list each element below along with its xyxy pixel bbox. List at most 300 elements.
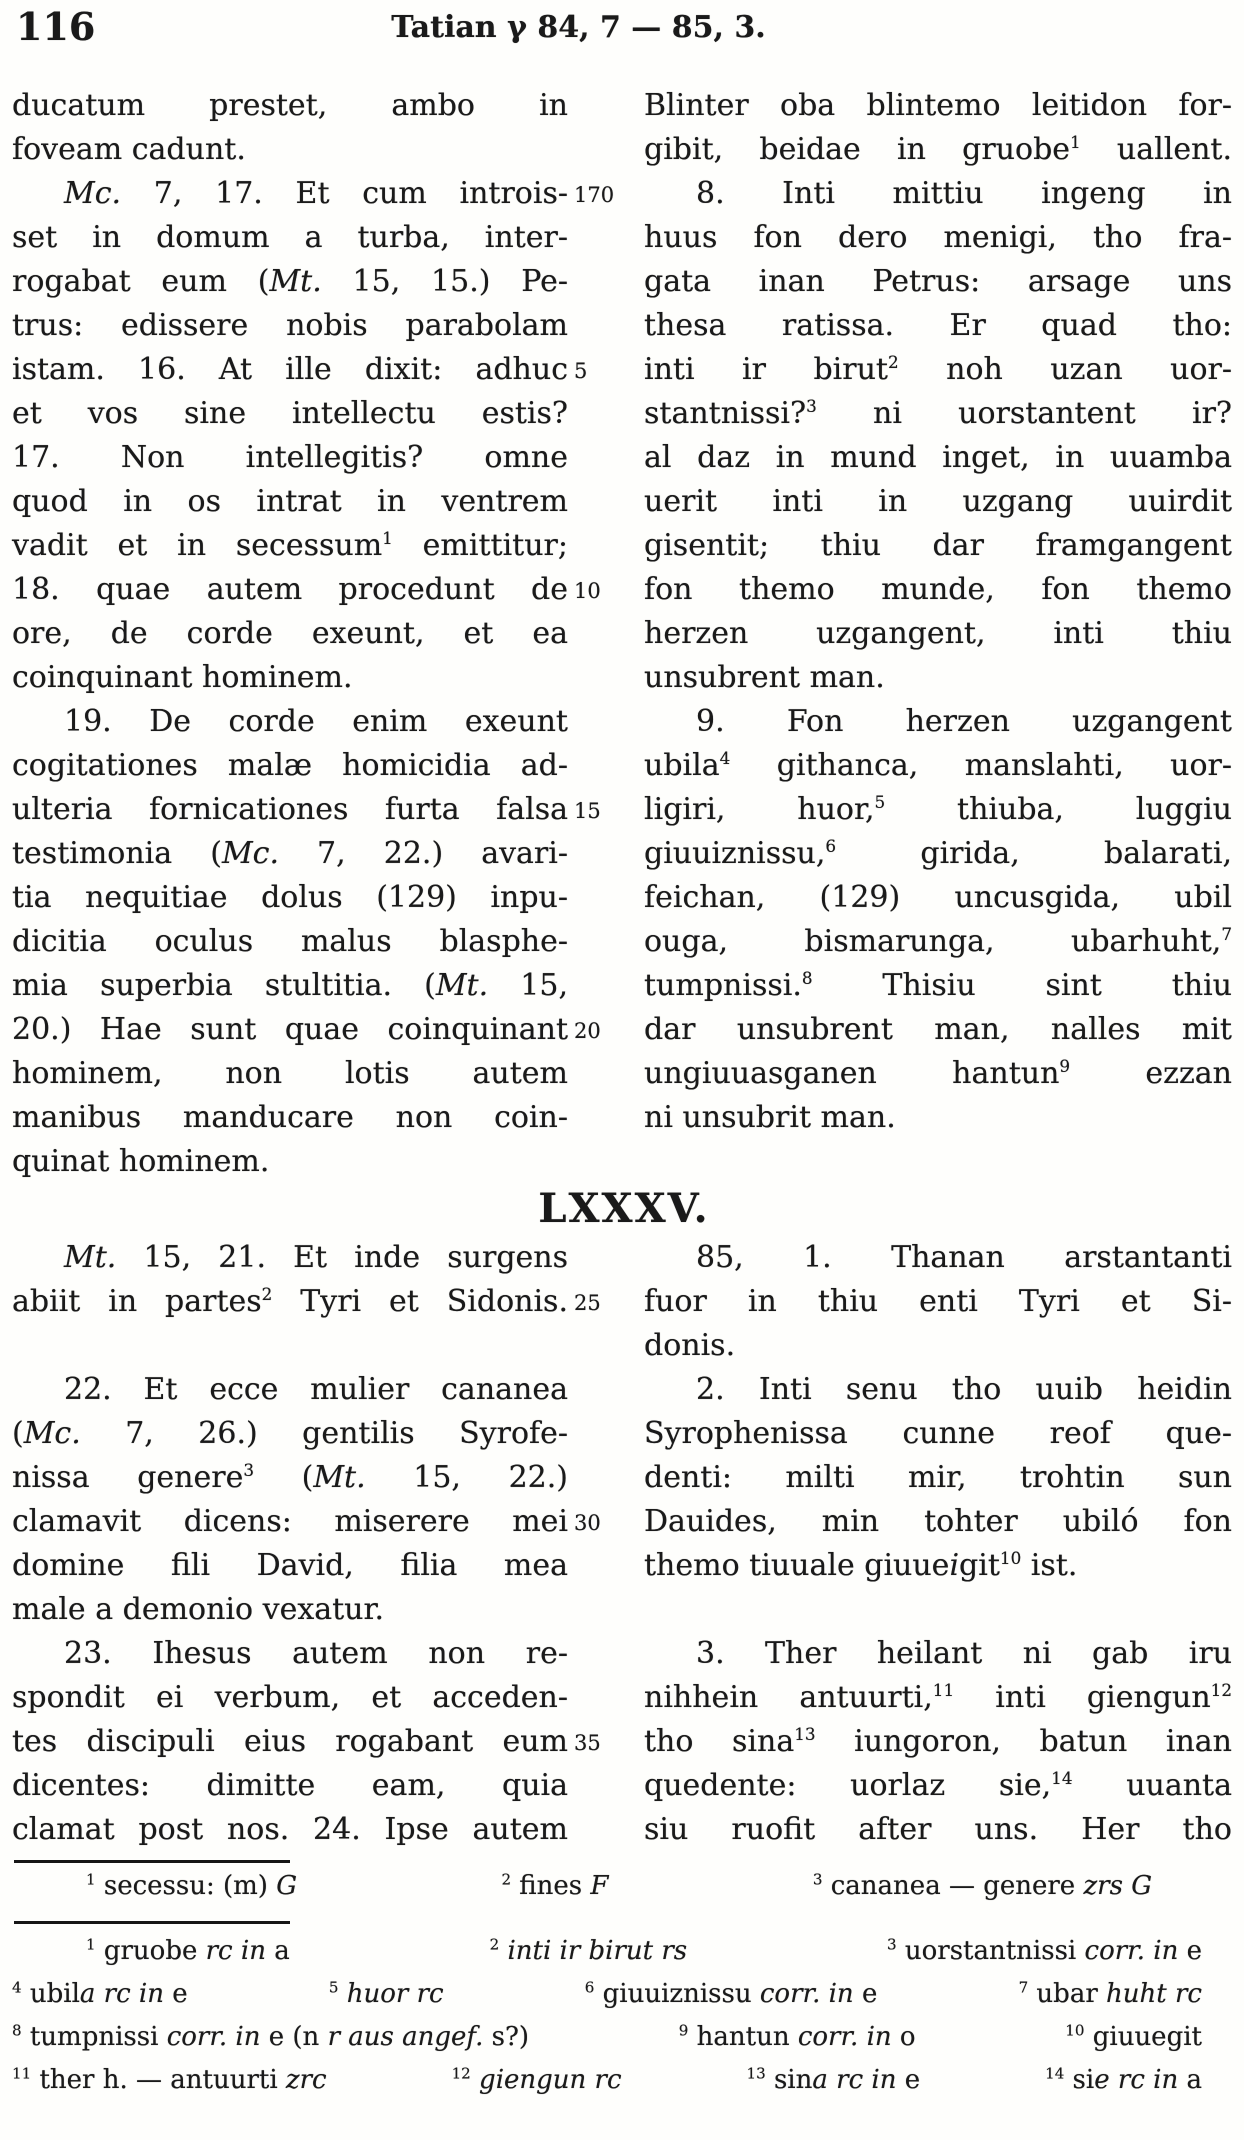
footnote-marker: 1 — [382, 528, 393, 548]
footnote — [452, 2059, 622, 2102]
text-run: abiit in partes — [12, 1284, 262, 1319]
text-line — [644, 1764, 1232, 1808]
text-run: foveam cadunt. — [12, 132, 246, 167]
text-run: Mt. — [435, 968, 489, 1003]
footnote-marker: 6 — [825, 836, 837, 856]
text-line — [644, 1632, 1232, 1676]
text-line — [12, 788, 601, 832]
text-line — [12, 1720, 601, 1764]
text-line — [644, 1008, 1232, 1052]
german-apparatus-line — [12, 1973, 1236, 2016]
left-column-latin-lower — [12, 1236, 601, 1852]
text-line — [12, 1008, 601, 1052]
footnote-marker: 3 — [243, 1460, 255, 1480]
text-run: gruobe — [95, 1936, 206, 1966]
text-line — [644, 568, 1232, 612]
text-line — [644, 304, 1232, 348]
margin-line-number: 20 — [574, 1019, 601, 1043]
text-line — [644, 1544, 1232, 1588]
text-run: 7, 26.) gentilis Syrofe- — [80, 1416, 568, 1451]
text-run: dar unsubrent man, nalles mit — [644, 1012, 1232, 1047]
footnote-marker: 2 — [501, 1870, 512, 1889]
footnote-marker: 12 — [1210, 1680, 1233, 1700]
text-run: et vos sine intellectu estis? — [12, 396, 568, 431]
text-run: githanca, manslahti, uor- — [730, 748, 1232, 783]
text-run: 7, 17. Et cum introis- — [121, 176, 568, 211]
text-run: cogitationes malæ homicidia ad- — [12, 748, 568, 783]
text-line — [12, 568, 601, 612]
text-line — [12, 1368, 568, 1412]
text-run: clamavit dicens: miserere mei — [12, 1504, 568, 1539]
text-run: iungoron, batun inan — [815, 1724, 1232, 1759]
text-line — [12, 1052, 568, 1096]
text-line — [12, 392, 568, 436]
text-line — [12, 480, 568, 524]
text-run: clamat post nos. 24. Ipse autem — [12, 1812, 568, 1847]
text-run: spondit ei verbum, et acceden- — [12, 1680, 568, 1715]
text-line — [12, 304, 568, 348]
text-line — [644, 1236, 1232, 1280]
footnote — [585, 1973, 878, 2016]
german-apparatus-line — [12, 1930, 1236, 1973]
text-body — [12, 84, 1236, 2102]
footnote — [813, 1863, 1152, 1909]
footnote-marker: 8 — [12, 2021, 22, 2040]
text-run: o — [891, 2022, 916, 2052]
text-run: ni uorstantent ir? — [816, 396, 1232, 431]
footnote-marker: 11 — [12, 2064, 32, 2083]
footnote — [887, 1930, 1202, 1973]
text-run: corr. in — [797, 2022, 892, 2052]
text-run: fon themo munde, fon themo — [644, 572, 1232, 607]
blank-line — [644, 1588, 1232, 1632]
text-run: huus fon dero menigi, tho fra- — [644, 220, 1232, 255]
text-run: ubil — [21, 1979, 80, 2009]
text-line — [12, 436, 568, 480]
text-line — [12, 1500, 601, 1544]
footnote-separator-rule-2 — [14, 1921, 290, 1924]
text-run: ulteria fornicationes furta falsa — [12, 792, 568, 827]
footnote — [86, 1930, 290, 1973]
text-run: emittitur; — [392, 528, 568, 563]
footnote-marker: 12 — [451, 2064, 471, 2083]
footnote-marker: 7 — [1018, 1978, 1029, 1997]
text-run: male a demonio vexatur. — [12, 1592, 385, 1627]
footnote-marker: 14 — [1045, 2064, 1065, 2083]
text-line — [12, 524, 568, 568]
text-run: thiuba, luggiu — [885, 792, 1232, 827]
text-line — [644, 1324, 1232, 1368]
margin-line-number: 15 — [574, 799, 601, 823]
text-run: ( — [12, 1416, 24, 1451]
text-line — [12, 1676, 568, 1720]
text-line — [644, 1052, 1232, 1096]
text-run: uerit inti in uzgang uuirdit — [644, 484, 1232, 519]
running-title: Tatian γ 84, 7 — 85, 3. — [391, 10, 766, 45]
text-run: si — [1064, 2065, 1095, 2095]
text-line — [12, 964, 568, 1008]
text-run: quedente: uorlaz sie, — [644, 1768, 1052, 1803]
text-line — [644, 480, 1232, 524]
text-line — [644, 832, 1232, 876]
text-run: F — [590, 1871, 609, 1901]
text-run: e (n — [260, 2022, 328, 2052]
text-run: Mt. — [64, 1240, 117, 1275]
footnote-marker: 2 — [489, 1935, 500, 1954]
footnote-marker: 8 — [801, 968, 813, 988]
text-run: hominem, non lotis autem — [12, 1056, 568, 1091]
text-line — [644, 128, 1232, 172]
text-line — [12, 1588, 568, 1632]
latin-apparatus-line — [12, 1863, 1236, 1909]
text-run: al daz in mund inget, in uuamba — [644, 440, 1232, 475]
text-run: giuuiznissu, — [644, 836, 826, 871]
text-run: ore, de corde exeunt, et ea — [12, 616, 568, 651]
text-run — [471, 2065, 479, 2095]
text-run: rc in — [205, 1936, 266, 1966]
footnote-marker: 7 — [1221, 924, 1232, 944]
text-run: i — [949, 1548, 960, 1583]
text-line — [644, 1720, 1232, 1764]
text-run: 19. De corde enim exeunt — [64, 704, 568, 739]
footnote-marker: 2 — [887, 352, 899, 372]
text-run: a rc in — [812, 2065, 897, 2095]
text-run: testimonia ( — [12, 836, 222, 871]
text-line — [644, 612, 1232, 656]
text-band-upper — [12, 84, 1236, 1184]
text-run: ubar — [1028, 1979, 1107, 2009]
text-line — [644, 1808, 1232, 1852]
text-line — [644, 1368, 1232, 1412]
text-run: uallent. — [1080, 132, 1232, 167]
text-line — [644, 348, 1232, 392]
footnote-marker: 3 — [806, 396, 817, 416]
text-run: e — [163, 1979, 188, 2009]
footnote-marker: 13 — [794, 1724, 816, 1744]
footnote-marker: 11 — [932, 1680, 955, 1700]
text-run: 17. Non intellegitis? omne — [12, 440, 568, 475]
text-run: siu ruofit after uns. Her tho — [644, 1812, 1232, 1847]
footnote-marker: 14 — [1051, 1768, 1073, 1788]
text-line — [12, 832, 568, 876]
text-run: unsubrent man. — [644, 660, 885, 695]
footnote-marker: 1 — [86, 1935, 96, 1954]
text-run: ligiri, huor, — [644, 792, 875, 827]
text-run: gisentit; thiu dar framgangent — [644, 528, 1232, 563]
text-run: inti giengun — [954, 1680, 1211, 1715]
section-heading: LXXXV. — [538, 1185, 710, 1232]
text-line — [12, 1140, 568, 1184]
text-run: 2. Inti senu tho uuib heidin — [696, 1372, 1232, 1407]
text-run: Syrophenissa cunne reof que- — [644, 1416, 1232, 1451]
text-line — [644, 656, 1232, 700]
text-line — [12, 1808, 568, 1852]
footnote-marker: 4 — [719, 748, 731, 768]
text-run: inti ir birut — [644, 352, 888, 387]
footnote-marker: 3 — [812, 1870, 823, 1889]
footnote — [1019, 1973, 1202, 2016]
text-run: inti ir birut rs — [507, 1936, 688, 1966]
text-line — [644, 876, 1232, 920]
text-run: huht rc — [1106, 1979, 1202, 2009]
text-run: quinat hominem. — [12, 1144, 270, 1179]
text-line — [12, 1280, 601, 1324]
text-run: e — [896, 2065, 921, 2095]
text-run: nissa genere — [12, 1460, 244, 1495]
text-run: istam. 16. At ille dixit: adhuc — [12, 352, 568, 387]
footnote — [501, 1863, 608, 1909]
text-run: ungiuuasganen hantun — [644, 1056, 1060, 1091]
text-run: fines — [511, 1871, 591, 1901]
text-run: 15, — [488, 968, 569, 1003]
footnote — [747, 2059, 921, 2102]
text-run: uorstantnissi — [896, 1936, 1085, 1966]
text-run: 7, 22.) avari- — [279, 836, 569, 871]
text-run: Mt. — [269, 264, 322, 299]
text-run: 15, 22.) — [365, 1460, 568, 1495]
text-line — [644, 84, 1232, 128]
text-run: girida, balarati, — [836, 836, 1232, 871]
text-run: vadit et in secessum — [12, 528, 383, 563]
text-run: tho sina — [644, 1724, 795, 1759]
text-run: Mc. — [64, 176, 122, 211]
text-run: giengun rc — [479, 2065, 622, 2095]
text-run: ( — [254, 1460, 314, 1495]
margin-line-number: 170 — [574, 183, 615, 207]
text-line — [644, 920, 1232, 964]
text-run: corr. in — [166, 2022, 261, 2052]
text-line — [12, 744, 568, 788]
text-run: thesa ratissa. Er quad tho: — [644, 308, 1232, 343]
text-line — [12, 1456, 568, 1500]
text-run: rogabat eum ( — [12, 264, 270, 299]
text-run: Blinter oba blintemo leitidon for- — [644, 88, 1232, 123]
text-run: herzen uzgangent, inti thiu — [644, 616, 1232, 651]
text-run: Thisiu sint thiu — [812, 968, 1232, 1003]
text-line — [12, 172, 615, 216]
text-run: 20.) Hae sunt quae coinquinant — [12, 1012, 568, 1047]
right-column-old-high-german-lower — [644, 1236, 1232, 1852]
page-number: 116 — [16, 4, 96, 49]
text-line — [12, 348, 588, 392]
text-line — [12, 1096, 568, 1140]
text-run: ducatum prestet, ambo in — [12, 88, 568, 123]
text-line — [12, 656, 568, 700]
footnote — [12, 2016, 529, 2059]
text-run: tia nequitiae dolus (129) inpu- — [12, 880, 568, 915]
text-run: nihhein antuurti, — [644, 1680, 933, 1715]
text-run: e — [853, 1979, 878, 2009]
text-line — [644, 700, 1232, 744]
margin-line-number: 10 — [574, 579, 601, 603]
text-run: corr. in — [1084, 1936, 1179, 1966]
text-run: G — [276, 1871, 297, 1901]
text-run: a rc in — [79, 1979, 164, 2009]
text-run: cananea — genere — [822, 1871, 1084, 1901]
footnote-marker: 5 — [874, 792, 886, 812]
footnote-marker: 3 — [887, 1935, 897, 1954]
text-line — [12, 876, 568, 920]
footnote-marker: 13 — [746, 2064, 766, 2083]
text-run: gibit, beidae in gruobe — [644, 132, 1071, 167]
footnote — [12, 1973, 188, 2016]
text-line — [12, 612, 568, 656]
text-line — [12, 1764, 568, 1808]
page-header — [0, 0, 1244, 60]
text-run: git — [959, 1548, 1000, 1583]
text-line — [644, 392, 1232, 436]
german-apparatus-block — [12, 1930, 1236, 2102]
text-line — [644, 1456, 1232, 1500]
text-run: giuuegit — [1084, 2022, 1202, 2052]
text-run: donis. — [644, 1328, 736, 1363]
text-line — [644, 788, 1232, 832]
text-run: Mc. — [23, 1416, 81, 1451]
text-line — [644, 1280, 1232, 1324]
text-run: a — [265, 1936, 290, 1966]
footnote-marker: 10 — [999, 1548, 1022, 1568]
text-run: ther h. — antuurti — [31, 2065, 286, 2095]
footnote-marker: 5 — [328, 1978, 339, 1997]
text-run: tes discipuli eius rogabant eum — [12, 1724, 568, 1759]
text-run: noh uzan uor- — [898, 352, 1233, 387]
margin-line-number: 25 — [574, 1291, 601, 1315]
text-line — [644, 1096, 1232, 1140]
text-line — [12, 1632, 568, 1676]
footnote — [1065, 2016, 1202, 2059]
text-run: ni unsubrit man. — [644, 1100, 896, 1135]
text-run: zrs G — [1083, 1871, 1152, 1901]
text-run: fuor in thiu enti Tyri et Si- — [644, 1284, 1232, 1319]
text-run: e — [1178, 1936, 1202, 1966]
text-run: a — [1178, 2065, 1202, 2095]
footnote — [679, 2016, 916, 2059]
text-run: ouga, bismarunga, ubarhuht, — [644, 924, 1222, 959]
text-run: Mt. — [313, 1460, 366, 1495]
text-run: gata inan Petrus: arsage uns — [644, 264, 1232, 299]
text-run: 8. Inti mittiu ingeng in — [696, 176, 1232, 211]
text-run: secessu: (m) — [95, 1871, 277, 1901]
text-line — [12, 216, 568, 260]
margin-line-number: 30 — [574, 1511, 601, 1535]
text-line — [12, 1236, 568, 1280]
text-run: domine fili David, filia mea — [12, 1548, 568, 1583]
text-run: 15, 15.) Pe- — [321, 264, 568, 299]
text-line — [12, 1412, 568, 1456]
text-run: e rc in — [1094, 2065, 1179, 2095]
text-run: ist. — [1021, 1548, 1078, 1583]
text-run: ubila — [644, 748, 720, 783]
text-run: huor rc — [346, 1979, 444, 2009]
text-run: 22. Et ecce mulier cananea — [64, 1372, 568, 1407]
text-line — [644, 216, 1232, 260]
footnote-marker: 2 — [261, 1284, 273, 1304]
margin-line-number: 5 — [574, 359, 588, 383]
footnote — [490, 1930, 688, 1973]
text-run: mia superbia stultitia. ( — [12, 968, 436, 1003]
blank-line — [12, 1324, 568, 1368]
footnote-marker: 4 — [12, 1978, 22, 1997]
text-run: 15, 21. Et inde surgens — [116, 1240, 568, 1275]
text-run — [338, 1979, 346, 2009]
text-run: denti: milti mir, trohtin sun — [644, 1460, 1232, 1495]
text-run: s?) — [483, 2022, 530, 2052]
footnote — [86, 1863, 297, 1909]
text-line — [644, 436, 1232, 480]
text-run: sin — [765, 2065, 813, 2095]
text-line — [12, 700, 568, 744]
text-line — [12, 260, 568, 304]
text-line — [644, 1412, 1232, 1456]
text-line — [12, 128, 568, 172]
footnote-marker: 10 — [1065, 2021, 1085, 2040]
footnote — [329, 1973, 444, 2016]
text-run: Dauides, min tohter ubiló fon — [644, 1504, 1232, 1539]
text-run: dicitia oculus malus blasphe- — [12, 924, 568, 959]
text-run: quod in os intrat in ventrem — [12, 484, 568, 519]
text-run: r aus angef. — [327, 2022, 484, 2052]
text-line — [644, 744, 1232, 788]
footnote-marker: 6 — [584, 1978, 595, 1997]
text-run: giuuiznissu — [594, 1979, 760, 2009]
footnote — [1045, 2059, 1202, 2102]
text-run: stantnissi? — [644, 396, 807, 431]
text-band-lower — [12, 1236, 1236, 1852]
text-line — [12, 920, 568, 964]
text-line — [12, 84, 568, 128]
right-column-old-high-german — [644, 84, 1232, 1184]
text-run: dicentes: dimitte eam, quia — [12, 1768, 568, 1803]
text-line — [644, 524, 1232, 568]
text-run: 85, 1. Thanan arstantanti — [696, 1240, 1232, 1275]
blank-line — [644, 1140, 1232, 1184]
text-line — [644, 1676, 1232, 1720]
text-run: manibus manducare non coin- — [12, 1100, 568, 1135]
footnote-marker: 1 — [1070, 132, 1081, 152]
text-run: uuanta — [1072, 1768, 1232, 1803]
text-run: corr. in — [759, 1979, 854, 2009]
text-run: Mc. — [221, 836, 279, 871]
text-run: coinquinant hominem. — [12, 660, 353, 695]
margin-line-number: 35 — [574, 1731, 601, 1755]
text-run: feichan, (129) uncusgida, ubil — [644, 880, 1232, 915]
text-run: hantun — [688, 2022, 798, 2052]
german-apparatus-line — [12, 2059, 1236, 2102]
footnote-marker: 9 — [678, 2021, 689, 2040]
german-apparatus-line — [12, 2016, 1236, 2059]
text-run: tumpnissi. — [644, 968, 802, 1003]
text-line — [644, 1500, 1232, 1544]
footnote — [12, 2059, 327, 2102]
text-run: ezzan — [1070, 1056, 1232, 1091]
text-line — [644, 964, 1232, 1008]
text-run: zrc — [285, 2065, 327, 2095]
text-line — [644, 172, 1232, 216]
text-run: set in domum a turba, inter- — [12, 220, 568, 255]
footnote-marker: 1 — [86, 1870, 96, 1889]
left-column-latin — [12, 84, 615, 1184]
text-run: tumpnissi — [21, 2022, 167, 2052]
text-run: Tyri et Sidonis. — [272, 1284, 568, 1319]
text-line — [12, 1544, 568, 1588]
text-run: trus: edissere nobis parabolam — [12, 308, 568, 343]
text-run: 18. quae autem procedunt de — [12, 572, 568, 607]
text-run: 23. Ihesus autem non re- — [64, 1636, 568, 1671]
text-run: 3. Ther heilant ni gab iru — [696, 1636, 1232, 1671]
footnote-marker: 9 — [1059, 1056, 1071, 1076]
text-run: 9. Fon herzen uzgangent — [696, 704, 1232, 739]
text-line — [644, 260, 1232, 304]
